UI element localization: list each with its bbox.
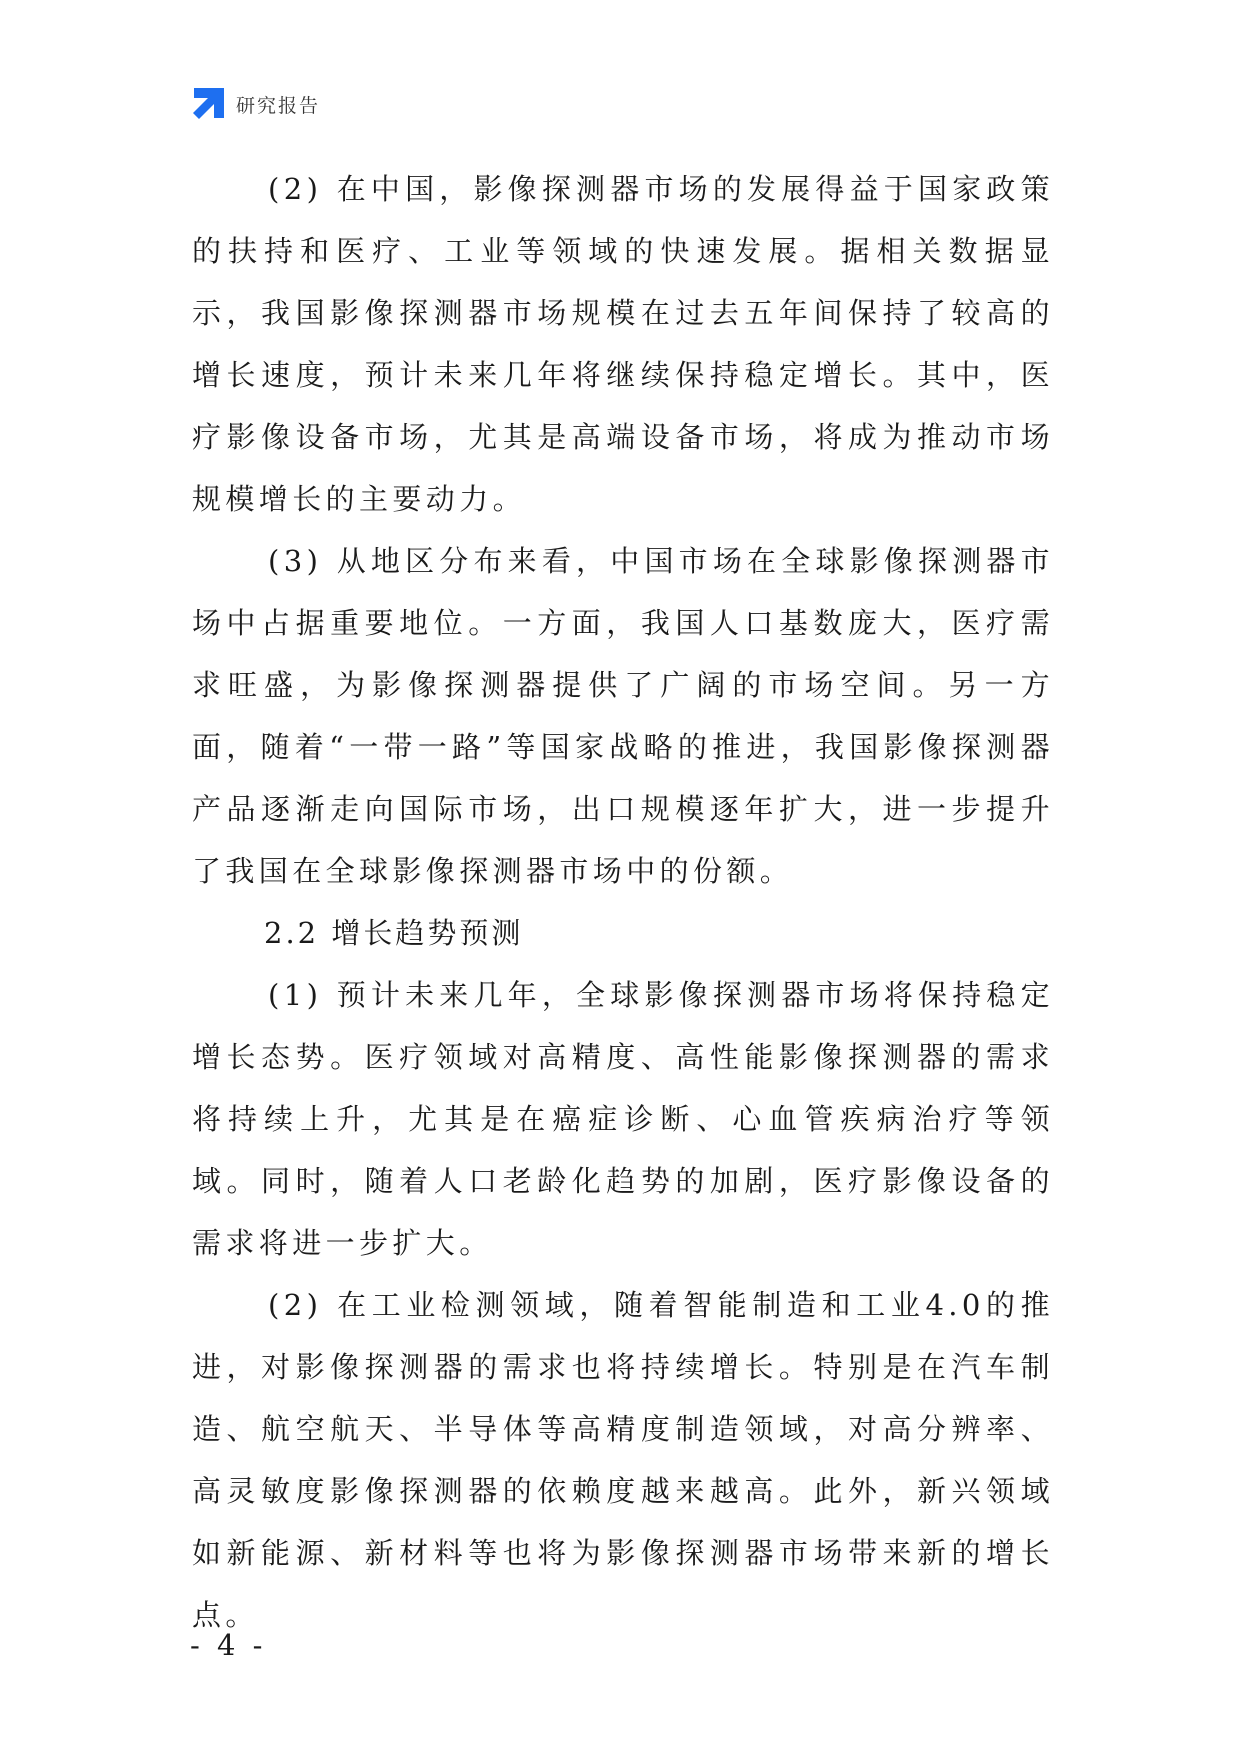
header-title: 研究报告 bbox=[236, 94, 321, 117]
paragraph-industrial-forecast: (2) 在工业检测领域，随着智能制造和工业4.0的推进，对影像探测器的需求也将持续增长。特别是在汽车制造、航空航天、半导体等高精度制造领域，对高分辨率、高灵敏度影像探测器的依赖度越来越高。此外，新兴领域如新能源、新材料等也将为影像探测器市场带来新的增长点。 bbox=[192, 1288, 1054, 1632]
paragraph-global-forecast: (1) 预计未来几年，全球影像探测器市场将保持稳定增长态势。医疗领域对高精度、高性能影像探测器的需求将持续上升，尤其是在癌症诊断、心血管疾病治疗等领域。同时，随着人口老龄化趋势的加剧，医疗影像设备的需求将进一步扩大。 bbox=[192, 978, 1054, 1260]
section-heading: 2.2 增长趋势预测 bbox=[264, 916, 524, 950]
page-number: - 4 - bbox=[190, 1628, 267, 1662]
paragraph-regional-distribution: (3) 从地区分布来看，中国市场在全球影像探测器市场中占据重要地位。一方面，我国人口基数庞大，医疗需求旺盛，为影像探测器提供了广阔的市场空间。另一方面，随着“一带一路”等国家战略的推进，我国影像探测器产品逐渐走向国际市场，出口规模逐年扩大，进一步提升了我国在全球影像探测器市场中的份额。 bbox=[192, 544, 1054, 888]
paragraph-china-market: (2) 在中国，影像探测器市场的发展得益于国家政策的扶持和医疗、工业等领域的快速发展。据相关数据显示，我国影像探测器市场规模在过去五年间保持了较高的增长速度，预计未来几年将继续保持稳定增长。其中，医疗影像设备市场，尤其是高端设备市场，将成为推动市场规模增长的主要动力。 bbox=[192, 172, 1054, 516]
arrow-logo-icon bbox=[190, 86, 226, 122]
page-header bbox=[190, 86, 320, 122]
document-body bbox=[192, 158, 1054, 1646]
